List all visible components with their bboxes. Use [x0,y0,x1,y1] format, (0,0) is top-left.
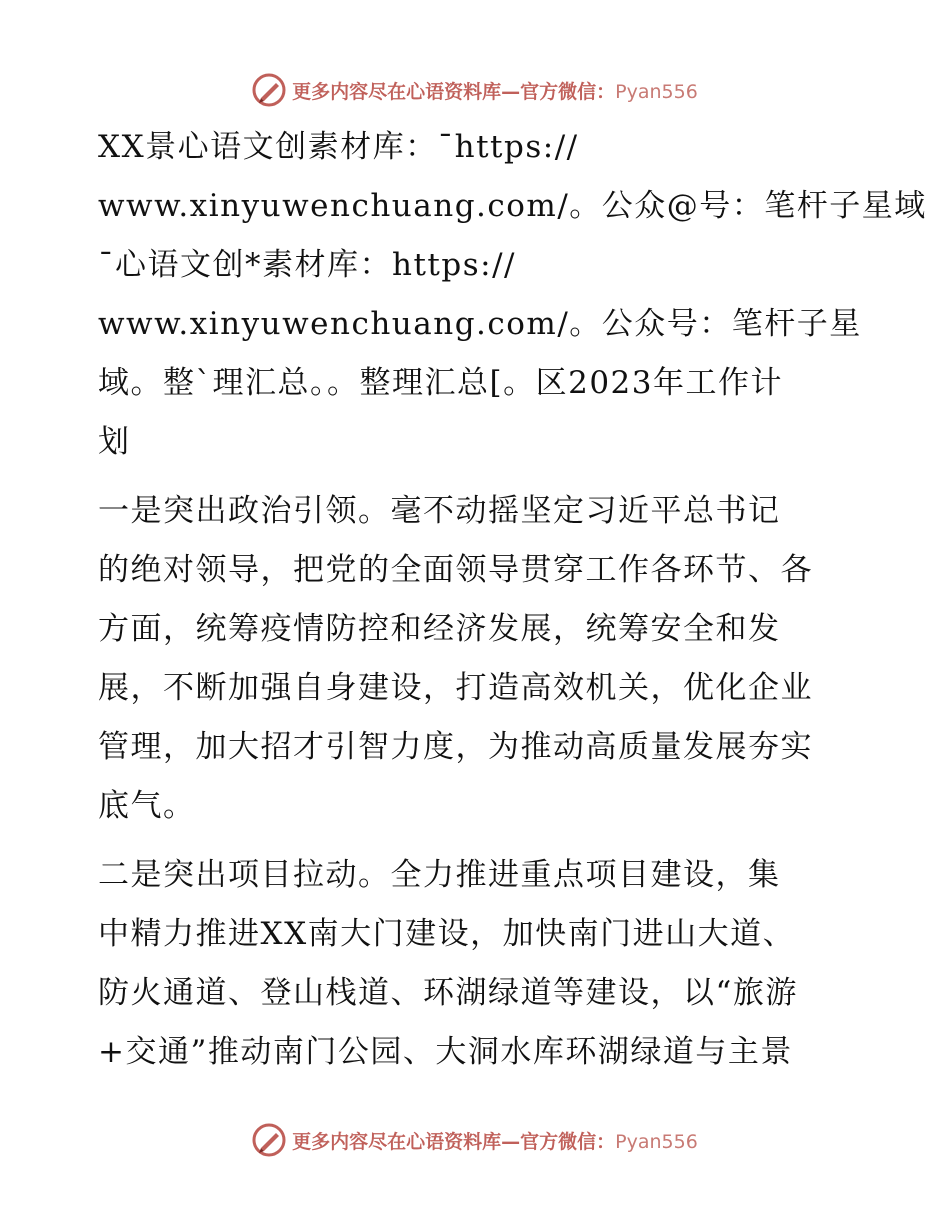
text-line: 一是突出政治引领。毫不动摇坚定习近平总书记 [98,493,781,529]
text-line: www.xinyuwenchuang.com/。公众@号：笔杆子星域 [98,188,927,224]
document-body [98,118,927,1092]
text-line: ¯心语文创*素材库：https:// [98,247,516,283]
text-line: 域。整`理汇总。。整理汇总[。区2023年工作计 [98,365,783,401]
text-line: 的绝对领导，把党的全面领导贯穿工作各环节、各 [98,552,813,588]
header-banner [0,70,950,110]
pen-logo-icon [252,73,286,107]
banner-inner [252,73,698,107]
text-line: 展，不断加强自身建设，打造高效机关，优化企业 [98,670,813,706]
banner-text [292,1127,698,1154]
text-line: +交通”推动南门公园、大洞水库环湖绿道与主景 [98,1034,793,1070]
footer-banner [0,1120,950,1160]
text-line: 二是突出项目拉动。全力推进重点项目建设，集 [98,857,781,893]
text-line: 防火通道、登山栈道、环湖绿道等建设，以“旅游 [98,975,798,1011]
banner-label: 更多内容尽在心语资料库—官方微信： [292,1130,616,1153]
text-line: 中精力推进XX南大门建设，加快南门进山大道、 [98,916,796,952]
banner-inner [252,1123,698,1157]
banner-handle: Pyan556 [615,1130,698,1153]
banner-handle: Pyan556 [615,80,698,103]
paragraph-political-leadership [98,482,850,836]
banner-label: 更多内容尽在心语资料库—官方微信： [292,80,616,103]
pen-logo-icon [252,1123,286,1157]
text-line: 方面，统筹疫情防控和经济发展，统筹安全和发 [98,611,781,647]
banner-text [292,77,698,104]
text-line: 底气。 [98,788,196,824]
text-line: www.xinyuwenchuang.com/。公众号：笔杆子星 [98,306,862,342]
paragraph-project-driving [98,846,850,1082]
text-line: XX景心语文创素材库：¯https:// [98,129,579,165]
paragraph-intro [98,118,927,472]
text-line: 管理，加大招才引智力度，为推动高质量发展夯实 [98,729,813,765]
text-line: 划 [98,424,131,460]
